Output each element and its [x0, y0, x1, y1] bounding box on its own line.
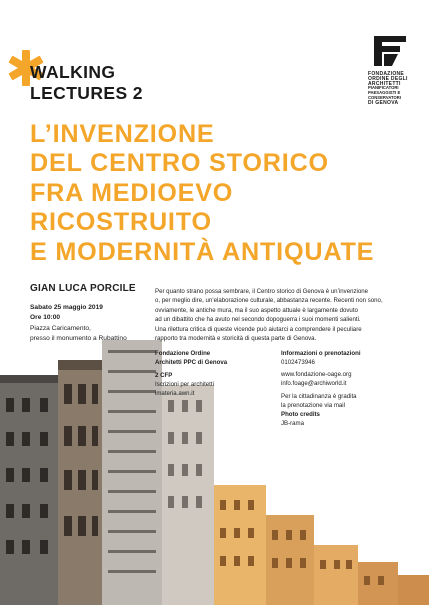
desc-line-1: Per quanto strano possa sembrare, il Centro storico di Genova è un’invenzione [155, 288, 369, 295]
citizens-note [281, 393, 411, 411]
lecture-description [155, 287, 405, 343]
cfp-block [155, 372, 265, 398]
logo-line-6: CONSERVATORI [368, 94, 401, 100]
logo-line-3: ARCHITETTI [368, 80, 401, 87]
architects-foundation-logo-icon [370, 36, 406, 66]
citizens-line-1: Per la cittadinanza è gradita [281, 393, 357, 400]
title-line-5: E MODERNITÀ ANTIQUATE [30, 237, 375, 266]
event-place [30, 324, 127, 343]
organizer-line-1: Fondazione Ordine [155, 350, 211, 357]
organizer-block [155, 350, 265, 368]
info-web-link[interactable]: www.fondazione-oage.org [281, 371, 352, 378]
series-title [30, 62, 143, 104]
event-time: Ore 10:00 [30, 313, 61, 321]
cfp-line-1: Iscrizioni per architetti [155, 380, 214, 388]
logo-line-4: PIANIFICATORI [368, 85, 399, 91]
series-line-2: LECTURES 2 [30, 83, 143, 103]
photo-credits [281, 411, 411, 429]
logo-line-1: FONDAZIONE [368, 71, 405, 77]
citizens-line-2: la prenotazione via mail [281, 401, 346, 409]
desc-line-4: ad un dibattito che ha avuto nel secondo dopoguerra i suoi momenti salienti. [155, 316, 361, 324]
title-line-2: DEL CENTRO STORICO [30, 149, 329, 178]
place-line-1: Piazza Caricamento, [30, 325, 91, 332]
desc-line-3: ovviamente, le antiche mura, ma il suo aspetto attuale è largamente dovuto [155, 306, 358, 314]
info-phone[interactable]: 0102473946 [281, 358, 315, 366]
title-line-4: RICOSTRUITO [30, 208, 212, 237]
foundation-logo [368, 36, 408, 106]
cfp-link[interactable]: imateria.awn.it [155, 389, 195, 397]
place-line-2: presso il monumento a Rubattino [30, 334, 127, 342]
desc-line-2: o, per meglio dire, un’elaborazione culturale, abbastanza recente. Recenti non sono, [155, 297, 383, 305]
desc-line-5: Una rilettura critica di queste vicende può aiutarci a comprendere il peculiare [155, 325, 362, 333]
title-line-3: FRA MEDIOEVO [30, 178, 234, 207]
info-email-link[interactable]: info.foage@archiworld.it [281, 379, 347, 387]
photo-credits-title: Photo credits [281, 411, 320, 418]
info-title: Informazioni o prenotazioni [281, 350, 361, 357]
desc-line-6: rapporto tra modernità e storicità di questa parte di Genova. [155, 335, 317, 343]
event-date: Sabato 25 maggio 2019 [30, 304, 103, 311]
info-block [281, 350, 411, 368]
series-line-1: WALKING [30, 62, 116, 82]
title-line-1: L’INVENZIONE [30, 120, 215, 148]
photo-credits-name: JB-rama [281, 419, 305, 427]
speaker-name: GIAN LUCA PORCILE [30, 283, 136, 294]
cfp-title: 2 CFP [155, 372, 173, 379]
info-contacts [281, 371, 411, 389]
logo-line-2: ORDINE DEGLI [368, 75, 408, 82]
organizer-line-2: Architetti PPC di Genova [155, 358, 228, 366]
lecture-title [30, 120, 420, 267]
logo-line-7: DI GENOVA [368, 99, 399, 106]
event-date-time [30, 303, 103, 322]
logo-line-5: PAESAGGISTI E [368, 90, 401, 96]
